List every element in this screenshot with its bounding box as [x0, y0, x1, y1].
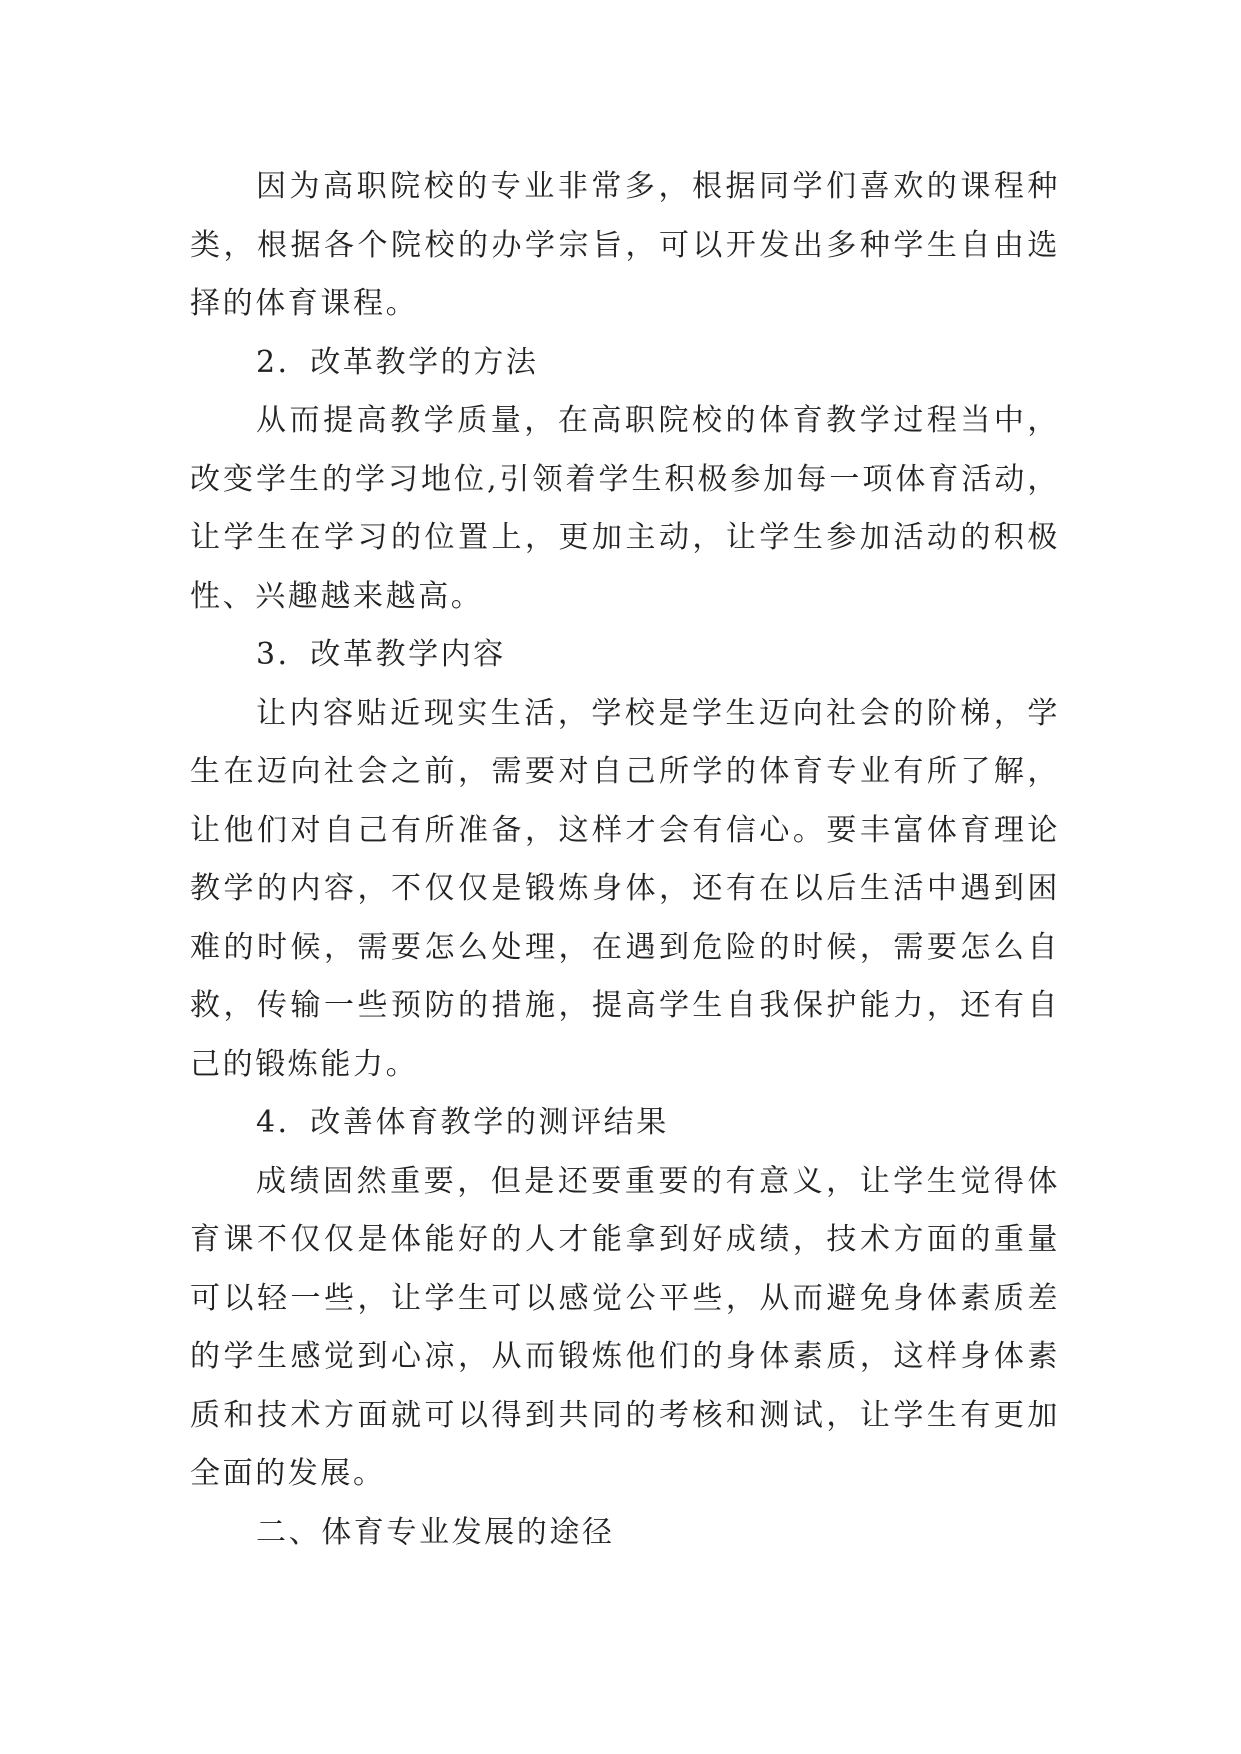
heading-reform-methods: 2．改革教学的方法: [256, 344, 539, 380]
paragraph-course-variety: 因为高职院校的专业非常多，根据同学们喜欢的课程种类，根据各个院校的办学宗旨，可以开发出多种学生自由选择的体育课程。: [190, 169, 1060, 321]
document-body: [190, 158, 1060, 1562]
paragraph-teaching-quality: 从而提高教学质量，在高职院校的体育教学过程当中，改变学生的学习地位,引领着学生积极参加每一项体育活动，让学生在学习的位置上，更加主动，让学生参加活动的积极性、兴趣越来越高。: [190, 403, 1060, 614]
paragraph-grades: 成绩固然重要，但是还要重要的有意义，让学生觉得体育课不仅仅是体能好的人才能拿到好成绩，技术方面的重量可以轻一些，让学生可以感觉公平些，从而避免身体素质差的学生感觉到心凉，从而锻炼他们的身体素质，这样身体素质和技术方面就可以得到共同的考核和测试，让学生有更加全面的发展。: [190, 1163, 1060, 1491]
heading-reform-content: 3．改革教学内容: [256, 637, 506, 672]
heading-development-paths: 二、体育专业发展的途径: [256, 1514, 615, 1550]
paragraph-real-life-content: 让内容贴近现实生活，学校是学生迈向社会的阶梯，学生在迈向社会之前，需要对自己所学的体育专业有所了解，让他们对自己有所准备，这样才会有信心。要丰富体育理论教学的内容，不仅仅是锻炼身体，还有在以后生活中遇到困难的时候，需要怎么处理，在遇到危险的时候，需要怎么自救，传输一些预防的措施，提高学生自我保护能力，还有自己的锻炼能力。: [190, 695, 1060, 1082]
heading-evaluation-results: 4．改善体育教学的测评结果: [256, 1105, 669, 1140]
